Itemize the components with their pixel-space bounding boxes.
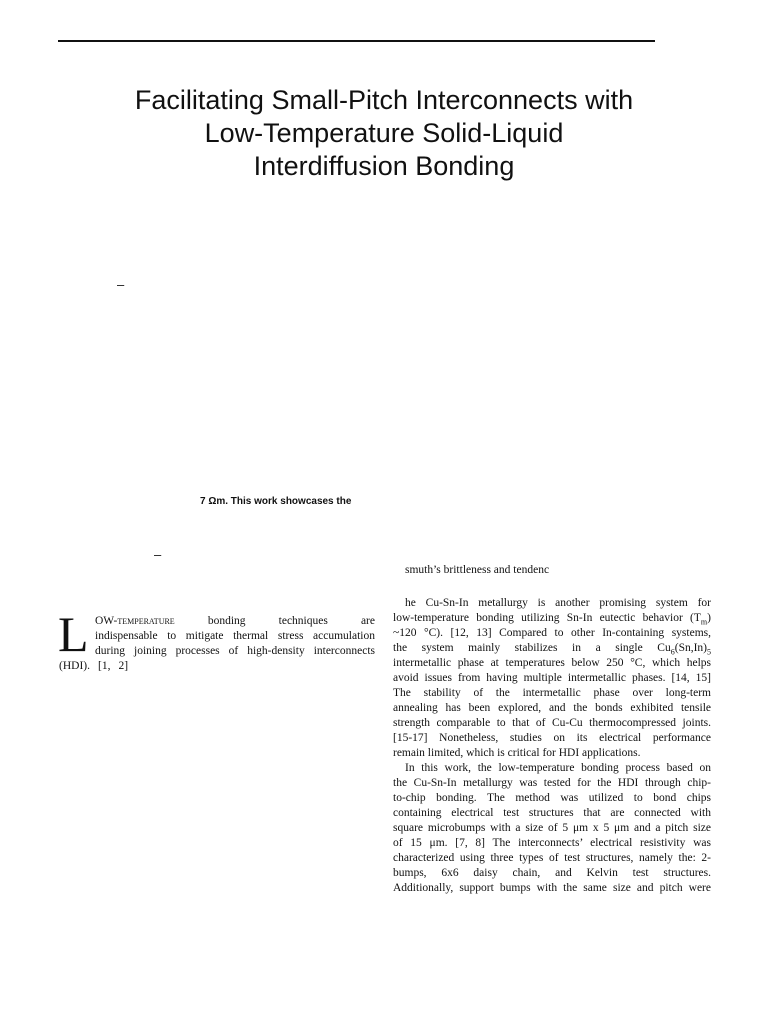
intro-smallcaps: OW-temperature: [95, 615, 175, 627]
body-line: he Cu-Sn-In metallurgy is another promising system for: [405, 597, 711, 609]
top-rule: [58, 40, 655, 42]
body-line: characterized using three types of test structures, namely the: 2-: [393, 852, 711, 864]
intro-line-1-rest: bonding techniques are: [174, 615, 375, 627]
title-line-3: Interdiffusion Bonding: [253, 151, 515, 181]
body-line: of 15 μm. [7, 8] The interconnects’ electrical resistivity was: [393, 837, 711, 849]
body-line: square microbumps with a size of 5 μm x 5 μm and a pitch size: [393, 822, 711, 834]
body-line: intermetallic phase at temperatures below 250 °C, which helps: [393, 657, 711, 669]
intro-line-4a: (HDI).: [59, 660, 90, 672]
body-line: [393, 611, 711, 626]
body-text: low-temperature bonding utilizing Sn-In eutectic behavior (T: [393, 612, 701, 624]
subscript: 5: [707, 647, 711, 657]
body-line: remain limited, which is critical for HDI applications.: [393, 747, 641, 759]
body-line: containing electrical test structures that are connected with: [393, 807, 711, 819]
abstract-fragment: 7 Ωm. This work showcases the: [200, 496, 352, 507]
dash-mark: –: [154, 547, 162, 562]
body-line: the Cu-Sn-In metallurgy was tested for the HDI through chip-: [393, 777, 711, 789]
intro-line: during joining processes of high-density interconnects: [95, 645, 375, 657]
title-line-1: Facilitating Small-Pitch Interconnects with: [134, 85, 634, 115]
body-line: bumps, 6x6 daisy chain, and Kelvin test structures.: [393, 867, 711, 879]
subscript: 6: [670, 647, 675, 657]
body-line: The stability of the intermetallic phase over long-term: [393, 687, 711, 699]
intro-line: [95, 614, 375, 629]
body-line: Additionally, support bumps with the same size and pitch were: [393, 882, 711, 894]
body-line: to-chip bonding. The method was utilized to bond chips: [393, 792, 711, 804]
paper-title: [60, 84, 708, 183]
right-fragment: smuth’s brittleness and tendenc: [405, 564, 550, 576]
intro-line: indispensable to mitigate thermal stress accumulation: [95, 630, 375, 642]
drop-cap: L: [58, 606, 89, 662]
body-text: (Sn,In): [674, 642, 707, 654]
right-column: [393, 596, 711, 896]
intro-line: [59, 659, 375, 674]
body-line: ~120 °C). [12, 13] Compared to other In-containing systems,: [393, 627, 711, 639]
body-line: [393, 641, 711, 656]
body-line: strength comparable to that of Cu-Cu thermocompressed joints.: [393, 717, 711, 729]
intro-line-4c: 2]: [118, 660, 129, 672]
body-line: In this work, the low-temperature bonding process based on: [405, 762, 711, 774]
body-text: the system mainly stabilizes in a single Cu: [393, 642, 671, 654]
body-line: avoid issues from having multiple intermetallic phases. [14, 15]: [393, 672, 711, 684]
title-line-2: Low-Temperature Solid-Liquid: [204, 118, 564, 148]
dash-mark: –: [117, 277, 125, 292]
body-line: annealing has been explored, and the bonds exhibited tensile: [393, 702, 711, 714]
body-text: ): [707, 612, 711, 624]
subscript: m: [700, 617, 708, 627]
intro-line-4b: [1,: [97, 660, 111, 672]
body-line: [15-17] Nonetheless, studies on its electrical performance: [393, 732, 711, 744]
